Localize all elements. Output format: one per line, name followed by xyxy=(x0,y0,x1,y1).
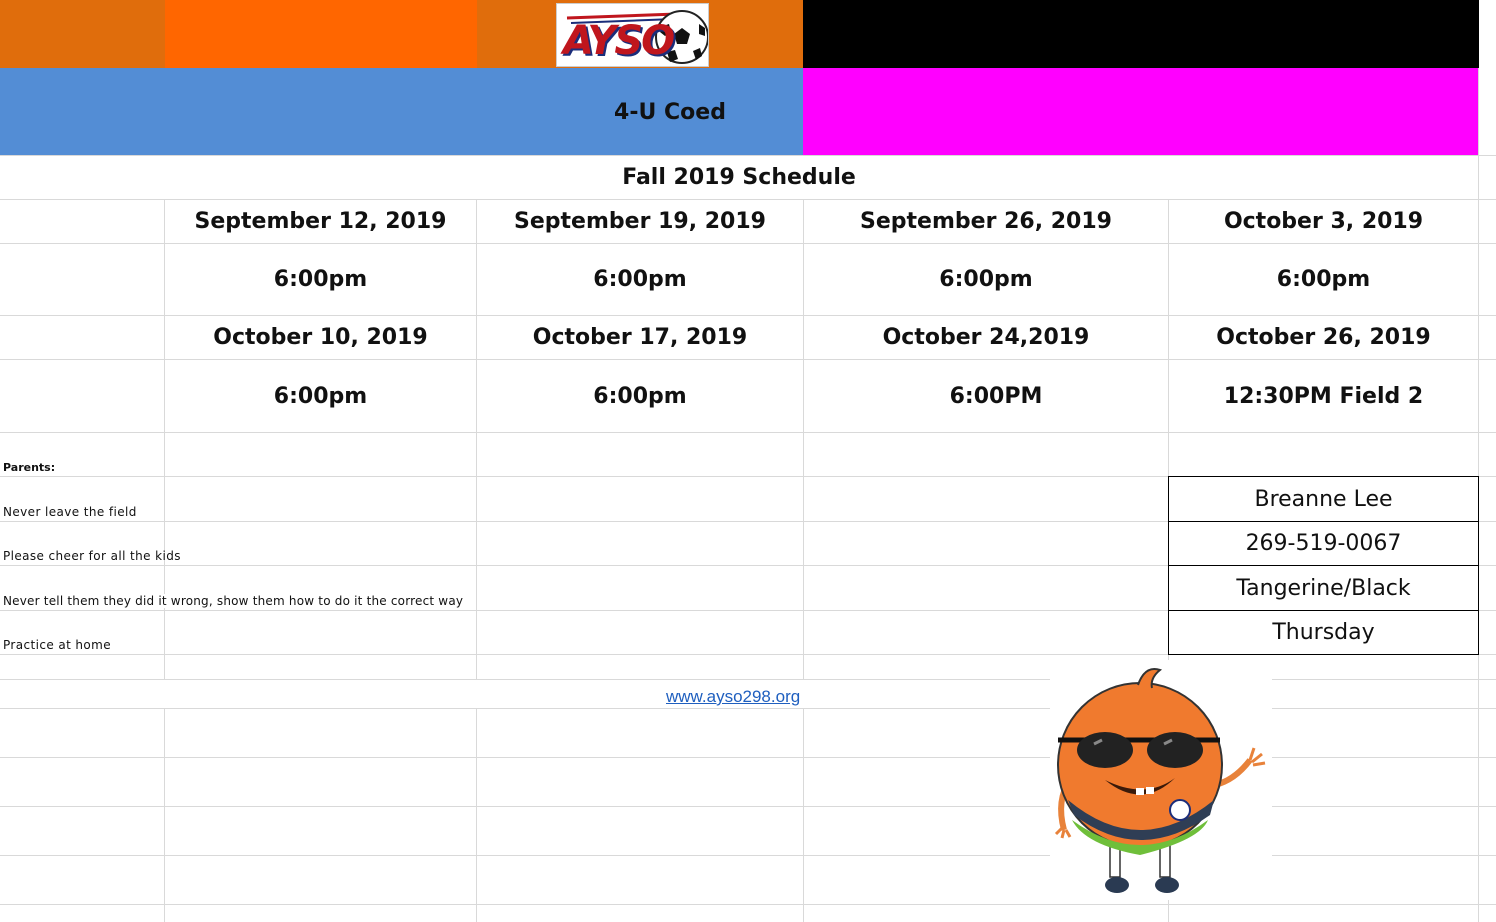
team-colors: Tangerine/Black xyxy=(1168,565,1479,611)
division-label: 4-U Coed xyxy=(614,99,726,125)
game-date: October 24,2019 xyxy=(882,325,1090,350)
schedule-title: Fall 2019 Schedule xyxy=(622,165,856,190)
header-band-black xyxy=(803,0,1479,68)
game-time: 6:00pm xyxy=(593,267,687,292)
grid-row xyxy=(0,432,1496,433)
game-time: 6:00pm xyxy=(273,267,368,292)
game-date: September 12, 2019 xyxy=(194,209,447,234)
header-band-orange-bright xyxy=(165,0,477,68)
game-date: October 10, 2019 xyxy=(213,325,428,350)
orange-mascot-icon xyxy=(1050,660,1272,900)
parents-heading: Parents: xyxy=(3,461,56,474)
ayso-logo-text: AYSO xyxy=(563,18,674,64)
mascot-graphic xyxy=(1050,660,1272,900)
website-bg xyxy=(0,680,1050,708)
coach-name: Breanne Lee xyxy=(1168,476,1479,522)
header-band-orange-left xyxy=(0,0,165,68)
parent-note: Never leave the field xyxy=(3,505,137,519)
game-date: October 26, 2019 xyxy=(1216,325,1431,350)
coach-phone: 269-519-0067 xyxy=(1168,521,1479,566)
game-time: 12:30PM Field 2 xyxy=(1223,383,1424,409)
practice-day: Thursday xyxy=(1168,610,1479,655)
game-time: 6:00pm xyxy=(939,267,1033,292)
parent-note: Please cheer for all the kids xyxy=(3,549,181,563)
website-link[interactable]: www.ayso298.org xyxy=(666,687,801,706)
game-time: 6:00pm xyxy=(273,383,368,409)
game-time: 6:00pm xyxy=(593,383,687,409)
parent-note: Practice at home xyxy=(3,638,112,652)
division-band-magenta xyxy=(803,68,1479,156)
game-date: September 19, 2019 xyxy=(514,209,766,234)
ayso-logo xyxy=(556,3,709,67)
grid-row xyxy=(0,904,1496,905)
game-time: 6:00pm xyxy=(1276,267,1371,292)
parent-note: Never tell them they did it wrong, show them how to do it the correct way xyxy=(3,594,464,608)
game-time: 6:00PM xyxy=(949,383,1043,409)
game-date: October 17, 2019 xyxy=(532,325,748,350)
game-date: October 3, 2019 xyxy=(1223,209,1424,234)
game-date: September 26, 2019 xyxy=(860,209,1112,234)
